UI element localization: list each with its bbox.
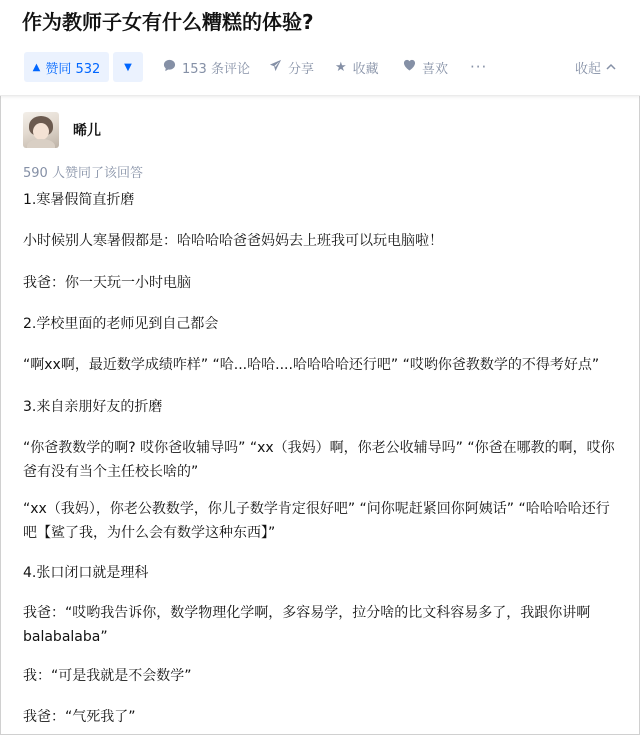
triangle-up-icon: ▲ (32, 61, 41, 73)
vote-up-button[interactable] (24, 52, 109, 82)
like-label: 喜欢 (422, 61, 449, 77)
like-button[interactable] (403, 52, 448, 82)
collapse-button[interactable] (575, 52, 616, 82)
vote-count-text: 590 人赞同了该回答 (23, 166, 143, 181)
paragraph: 小时候别人寒暑假都是：哈哈哈哈爸爸妈妈去上班我可以玩电脑啦！ (23, 233, 443, 249)
share-label: 分享 (288, 61, 315, 77)
collect-button[interactable] (335, 52, 379, 82)
paragraph: 3.来自亲朋好友的折磨 (23, 399, 163, 415)
vote-down-button[interactable] (113, 52, 143, 82)
avatar[interactable] (23, 112, 59, 148)
chevron-up-icon (606, 62, 616, 73)
paper-plane-icon (269, 59, 282, 76)
author-name[interactable]: 晞儿 (73, 123, 101, 139)
comment-label: 153 条评论 (182, 61, 250, 77)
comment-button[interactable] (163, 52, 250, 82)
question-header (0, 0, 640, 96)
collect-label: 收藏 (352, 61, 379, 77)
answer-author (23, 111, 101, 149)
heart-icon (403, 59, 416, 75)
vote-up-label: 赞同 532 (45, 61, 101, 77)
more-dots-icon: ··· (470, 58, 488, 76)
paragraph: 4.张口闭口就是理科 (23, 565, 149, 581)
paragraph: 1.寒暑假简直折磨 (23, 192, 135, 208)
paragraph: “你爸教数学的啊? 哎你爸收辅导吗” “xx（我妈）啊，你老公收辅导吗” “你爸在哪教的啊，哎你爸有没有当个主任校长啥的” (23, 440, 615, 480)
question-title[interactable]: 作为教师子女有什么糟糕的体验? (22, 10, 314, 34)
paragraph: “xx（我妈），你老公教数学，你儿子数学肯定很好吧” “问你呢赶紧回你阿姨话” “哈哈哈哈还行吧【鲨了我，为什么会有数学这种东西】” (23, 501, 610, 541)
paragraph: 我爸：“哎哟我告诉你，数学物理化学啊，多容易学，拉分啥的比文科容易多了，我跟你讲啊balabalaba” (23, 605, 591, 645)
paragraph: “啊xx啊，最近数学成绩咋样” “哈...哈哈....哈哈哈哈还行吧” “哎哟你爸教数学的不得考好点” (23, 357, 600, 373)
paragraph: 我爸：“气死我了” (23, 709, 136, 725)
comment-bubble-icon (163, 59, 176, 76)
triangle-down-icon: ▼ (124, 61, 132, 73)
paragraph: 我：“可是我就是不会数学” (23, 668, 192, 684)
collapse-label: 收起 (575, 61, 602, 77)
paragraph: 2.学校里面的老师见到自己都会 (23, 316, 219, 332)
more-button[interactable] (470, 52, 487, 82)
paragraph: 我爸：你一天玩一小时电脑 (23, 275, 191, 291)
star-icon: ★ (335, 59, 347, 75)
share-button[interactable] (269, 52, 314, 82)
